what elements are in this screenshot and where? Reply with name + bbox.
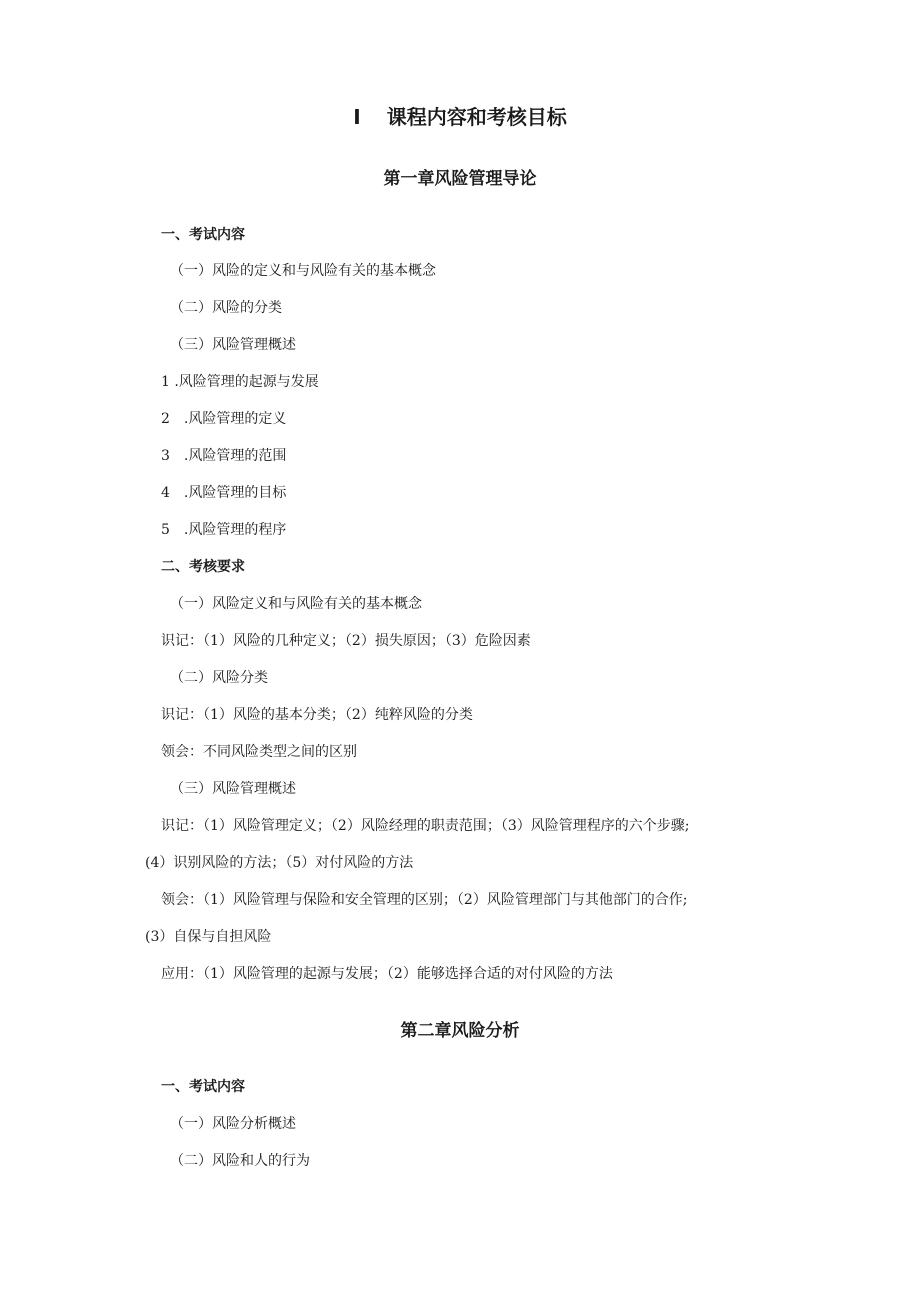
chapter-2-title: 第二章风险分析 bbox=[400, 1021, 520, 1041]
part-title bbox=[0, 104, 920, 130]
chapter-1-title: 第一章风险管理导论 bbox=[383, 169, 537, 189]
requirement-item: 识记：（1）风险的基本分类；（2）纯粹风险的分类 bbox=[161, 707, 473, 723]
requirement-item: 应用：（1）风险管理的起源与发展；（2）能够选择合适的对付风险的方法 bbox=[161, 966, 613, 982]
chapter-1-exam-content-heading: 一、考试内容 bbox=[161, 227, 245, 243]
requirement-item: 识记：（1）风险的几种定义；（2）损失原因；（3）危险因素 bbox=[161, 633, 531, 649]
chapter-2-exam-content-heading: 一、考试内容 bbox=[161, 1079, 245, 1095]
requirement-item: 领会：（1）风险管理与保险和安全管理的区别；（2）风险管理部门与其他部门的合作; bbox=[161, 892, 688, 908]
requirement-item: （三）风险管理概述 bbox=[170, 781, 296, 797]
exam-content-item: （一）风险的定义和与风险有关的基本概念 bbox=[170, 263, 436, 279]
requirement-item: （二）风险分类 bbox=[170, 670, 268, 686]
exam-content-item: （二）风险和人的行为 bbox=[170, 1153, 310, 1169]
exam-content-item: （二）风险的分类 bbox=[170, 300, 282, 316]
exam-content-item: 5 .风险管理的程序 bbox=[161, 522, 287, 538]
chapter-1-requirements-heading: 二、考核要求 bbox=[161, 559, 245, 575]
requirement-item: 识记：（1）风险管理定义；（2）风险经理的职责范围；（3）风险管理程序的六个步骤; bbox=[161, 818, 690, 834]
requirement-item: 领会：不同风险类型之间的区别 bbox=[161, 744, 357, 760]
exam-content-item: （三）风险管理概述 bbox=[170, 337, 296, 353]
part-title-text: 课程内容和考核目标 bbox=[386, 105, 567, 129]
requirement-item: (4）识别风险的方法；（5）对付风险的方法 bbox=[145, 855, 414, 871]
exam-content-item: 1 .风险管理的起源与发展 bbox=[161, 374, 319, 390]
part-numeral: I bbox=[353, 105, 361, 129]
requirement-item: （一）风险定义和与风险有关的基本概念 bbox=[170, 596, 422, 612]
requirement-item: (3）自保与自担风险 bbox=[145, 929, 272, 945]
exam-content-item: （一）风险分析概述 bbox=[170, 1116, 296, 1132]
exam-content-item: 3 .风险管理的范围 bbox=[161, 448, 287, 464]
exam-content-item: 2 .风险管理的定义 bbox=[161, 411, 287, 427]
exam-content-item: 4 .风险管理的目标 bbox=[161, 485, 287, 501]
